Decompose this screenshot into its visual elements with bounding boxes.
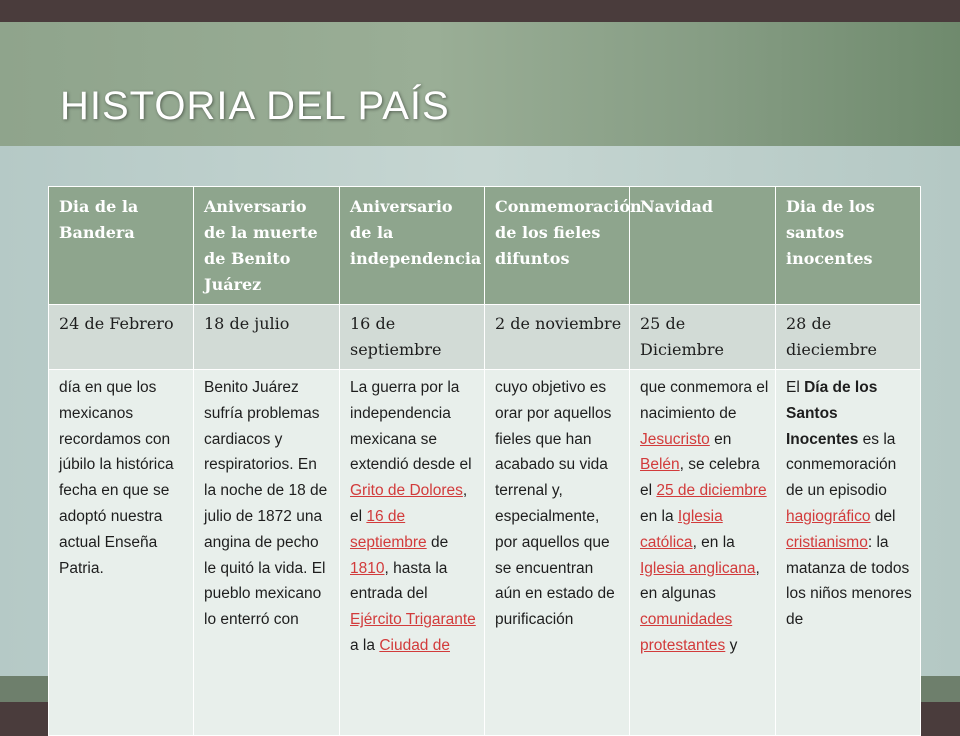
header-inocentes: Dia de los santos inocentes (776, 187, 921, 305)
header-bandera: Dia de la Bandera (49, 187, 194, 305)
text-segment: El (786, 379, 805, 396)
text-segment: , se celebra el (640, 456, 760, 500)
link-16-de-septiembre[interactable]: 16 de septiembre (350, 507, 427, 551)
link-iglesia-anglicana[interactable]: Iglesia anglicana (640, 559, 756, 577)
text-segment: y (725, 636, 738, 654)
header-navidad: Navidad (630, 187, 776, 305)
text-segment: que conmemora el nacimiento de (640, 379, 769, 422)
description-independencia (340, 370, 485, 736)
link-grito-de-dolores[interactable]: Grito de Dolores (350, 482, 463, 500)
date-difuntos: 2 de noviembre (485, 305, 630, 370)
text-segment: en la (640, 507, 678, 525)
text-segment: La guerra por la independencia mexicana se extendió desde el (350, 379, 472, 474)
header-juarez: Aniversario de la muerte de Benito Juárez (194, 187, 340, 305)
slide-title: HISTORIA DEL PAÍS (60, 84, 450, 128)
text-segment: a la (350, 636, 380, 654)
link-1810[interactable]: 1810 (350, 559, 385, 577)
text-segment: , hasta la entrada del (350, 559, 448, 603)
link-comunidades-protestantes[interactable]: comunidades protestantes (640, 611, 733, 654)
description-inocentes (776, 370, 921, 736)
link-25-de-diciembre[interactable]: 25 de diciembre (656, 482, 767, 500)
link-hagiografico[interactable]: hagiográfico (786, 507, 871, 525)
text-segment: en (709, 430, 732, 448)
link-iglesia-catolica[interactable]: Iglesia católica (640, 507, 723, 551)
description-bandera: día en que los mexicanos recordamos con júbilo la histórica fecha en que se adoptó nuestra actual Enseña Patria. (49, 370, 194, 736)
date-independencia: 16 de septiembre (340, 305, 485, 370)
text-segment: de (426, 533, 449, 551)
link-cristianismo[interactable]: cristianismo (786, 533, 868, 551)
description-navidad (630, 370, 776, 736)
header-row (49, 187, 921, 305)
description-difuntos: cuyo objetivo es orar por aquellos fieles que han acabado su vida terrenal y, especialmente, por aquellos que se encuentran aún en estado de purificación (485, 370, 630, 736)
text-segment: : la matanza de todos los niños menores de (786, 533, 912, 629)
link-belen[interactable]: Belén (640, 456, 680, 474)
link-ciudad-de-mexico[interactable]: Ciudad de (379, 636, 450, 654)
header-difuntos: Conmemoración de los fieles difuntos (485, 187, 630, 305)
holidays-table (48, 186, 921, 736)
top-frame-bar (0, 0, 960, 22)
text-segment: es la conmemoración de un episodio (786, 430, 897, 500)
bold-term: Día de los Santos Inocentes (786, 379, 878, 448)
date-bandera: 24 de Febrero (49, 305, 194, 370)
description-row (49, 370, 921, 736)
text-segment: , en la (692, 533, 735, 551)
text-segment: , en algunas (640, 559, 760, 603)
date-inocentes: 28 de dieciembre (776, 305, 921, 370)
text-segment: del (870, 507, 896, 525)
link-ejercito-trigarante[interactable]: Ejército Trigarante (350, 611, 476, 629)
header-independencia: Aniversario de la independencia (340, 187, 485, 305)
date-juarez: 18 de julio (194, 305, 340, 370)
date-navidad: 25 de Diciembre (630, 305, 776, 370)
date-row (49, 305, 921, 370)
text-segment: , el (350, 482, 468, 525)
description-juarez: Benito Juárez sufría problemas cardiacos y respiratorios. En la noche de 18 de julio de 1872 una angina de pecho le quitó la vida. El pueblo mexicano lo enterró con (194, 370, 340, 736)
link-jesucristo[interactable]: Jesucristo (640, 430, 710, 448)
